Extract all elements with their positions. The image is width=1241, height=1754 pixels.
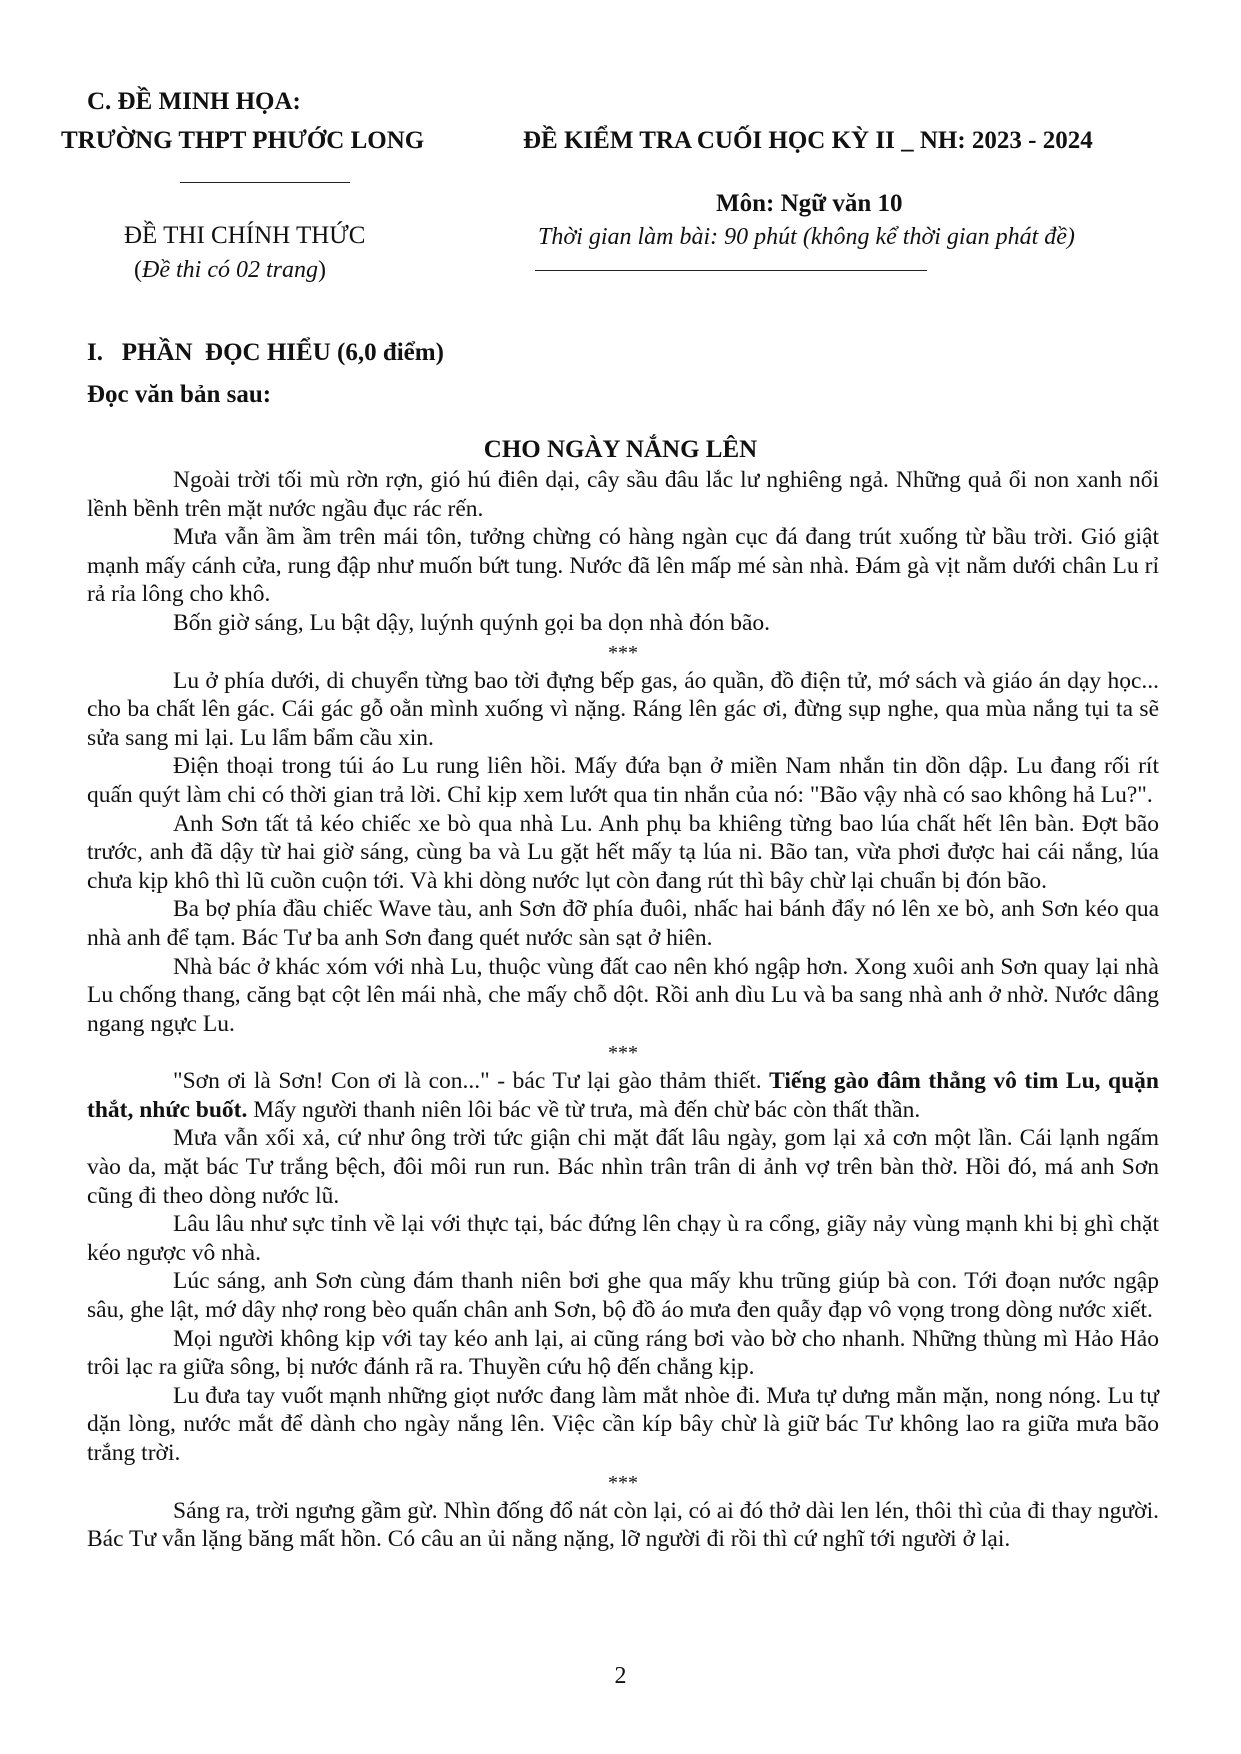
paren-open: (	[134, 257, 142, 283]
pages-note-text: Đề thi có 02 trang	[142, 257, 318, 283]
story-body	[87, 466, 1159, 1554]
paragraph: Sáng ra, trời ngưng gầm gừ. Nhìn đống đổ nát còn lại, có ai đó thở dài len lén, thôi thì của đi thay người. Bác Tư vẫn lặng băng mất hồn. Có câu an ủi nằng nặng, lỡ người đi rồi thì cứ nghĩ tới người ở lại.	[87, 1497, 1159, 1553]
header-right-underline	[535, 270, 927, 271]
separator: ***	[608, 641, 638, 664]
paragraph: Anh Sơn tất tả kéo chiếc xe bò qua nhà Lu. Anh phụ ba khiêng từng bao lúa chất hết lên bàn. Đợt bão trước, anh đã dậy từ hai giờ sáng, cùng ba và Lu gặt hết mấy tạ lúa ni. Bão tan, vừa phơi được hai cái nắng, lúa chưa kịp khô thì lũ cuồn cuộn tới. Và khi dòng nước lụt còn đang rút thì bây chừ lại chuẩn bị đón bão.	[87, 810, 1159, 894]
school-name: TRƯỜNG THPT PHƯỚC LONG	[61, 127, 425, 154]
paragraph: Mưa vẫn ầm ầm trên mái tôn, tưởng chừng có hàng ngàn cục đá đang trút xuống từ bầu trời. Gió giật mạnh mấy cánh cửa, rung đập như muốn bứt tung. Nước đã lên mấp mé sàn nhà. Đám gà vịt nằm dưới chân Lu rỉ rả rỉa lông cho khô.	[87, 524, 1159, 608]
paragraph: Mọi người không kịp với tay kéo anh lại, ai cũng ráng bơi vào bờ cho nhanh. Những thùng mì Hảo Hảo trôi lạc ra giữa sông, bị nước đánh rã ra. Thuyền cứu hộ đến chẳng kịp.	[87, 1325, 1159, 1381]
paragraph: Nhà bác ở khác xóm với nhà Lu, thuộc vùng đất cao nên khó ngập hơn. Xong xuôi anh Sơn quay lại nhà Lu chống thang, căng bạt cột lên mái nhà, che mấy chỗ dột. Rồi anh dìu Lu và ba sang nhà anh ở nhờ. Nước dâng ngang ngực Lu.	[87, 953, 1159, 1037]
paragraph: Điện thoại trong túi áo Lu rung liên hồi. Mấy đứa bạn ở miền Nam nhắn tin dồn dập. Lu đang rối rít quấn quýt làm chi có thời gian trả lời. Chỉ kịp xem lướt qua tin nhắn của nó: "Bão vậy nhà có sao không hả Lu?".	[87, 753, 1159, 808]
paragraph: Lâu lâu như sực tỉnh về lại với thực tại, bác đứng lên chạy ù ra cổng, giãy nảy vùng mạnh khi bị ghì chặt kéo ngược vô nhà.	[87, 1211, 1159, 1266]
separator: ***	[608, 1042, 638, 1065]
paragraph: Lu ở phía dưới, di chuyển từng bao tời đựng bếp gas, áo quần, đồ điện tử, mớ sách và giáo án dạy học... cho ba chất lên gác. Cái gác gỗ oằn mình xuống vì nặng. Ráng lên gác ơi, đừng sụp nghe, qua mùa nắng tụi ta sẽ sửa sang mi lại. Lu lẩm bẩm cầu xin.	[87, 667, 1159, 751]
paragraph: Mưa vẫn xối xả, cứ như ông trời tức giận chi mặt đất lâu ngày, gom lại xả cơn một lần. Cái lạnh ngấm vào da, mặt bác Tư trắng bệch, đôi môi run run. Bác nhìn trân trân di ảnh vợ trên bàn thờ. Hồi đó, má anh Sơn cũng đi theo dòng nước lũ.	[87, 1125, 1159, 1209]
paragraph: Ba bợ phía đầu chiếc Wave tàu, anh Sơn đỡ phía đuôi, nhấc hai bánh đẩy nó lên xe bò, anh Sơn kéo qua nhà anh để tạm. Bác Tư ba anh Sơn đang quét nước sàn sạt ở hiên.	[87, 896, 1159, 951]
duration: Thời gian làm bài: 90 phút (không kể thời gian phát đề)	[538, 224, 1075, 250]
pages-note	[134, 257, 326, 284]
paragraph: Lúc sáng, anh Sơn cùng đám thanh niên bơi ghe qua mấy khu trũng giúp bà con. Tới đoạn nước ngập sâu, ghe lật, mớ dây nhợ rong bèo quấn chân anh Sơn, bộ đồ áo mưa đen quẫy đạp vô vọng trong dòng nước xiết.	[87, 1268, 1159, 1324]
exam-title: ĐỀ KIỂM TRA CUỐI HỌC KỲ II _ NH: 2023 - 2024	[523, 127, 1093, 154]
highlighted-phrase: Tiếng gào đâm thẳng vô tim Lu, quặn thắt, nhức buốt.	[87, 1068, 1160, 1123]
school-underline	[180, 182, 350, 183]
section-label: C. ĐỀ MINH HỌA:	[87, 88, 301, 115]
page-number: 2	[614, 1663, 627, 1689]
section-heading: I. PHẦN ĐỌC HIỂU (6,0 điểm)	[87, 339, 444, 366]
official-label: ĐỀ THI CHÍNH THỨC	[124, 222, 366, 249]
paragraph: Bốn giờ sáng, Lu bật dậy, luýnh quýnh gọi ba dọn nhà đón bão.	[173, 609, 771, 636]
quote-text: "Sơn ơi là Sơn! Con ơi là con..." - bác Tư lại gào thảm thiết.	[173, 1068, 770, 1095]
read-instruction: Đọc văn bản sau:	[87, 381, 272, 408]
paren-close: )	[317, 257, 326, 283]
quote-tail: Mấy người thanh niên lôi bác về từ trưa, mà đến chừ bác còn thất thần.	[247, 1096, 921, 1123]
paragraph	[87, 1067, 1159, 1124]
separator: ***	[608, 1471, 638, 1494]
subject: Môn: Ngữ văn 10	[716, 190, 903, 217]
story-title: CHO NGÀY NẮNG LÊN	[483, 436, 758, 463]
paragraph: Ngoài trời tối mù rờn rợn, gió hú điên dại, cây sầu đâu lắc lư nghiêng ngả. Những quả ổi non xanh nổi lềnh bềnh trên mặt nước ngầu đục rác rến.	[87, 467, 1159, 522]
paragraph: Lu đưa tay vuốt mạnh những giọt nước đang làm mắt nhòe đi. Mưa tự dưng mằn mặn, nong nóng. Lu tự dặn lòng, nước mắt để dành cho ngày nắng lên. Việc cần kíp bây chừ là giữ bác Tư không lao ra giữa mưa bão trắng trời.	[87, 1382, 1159, 1466]
